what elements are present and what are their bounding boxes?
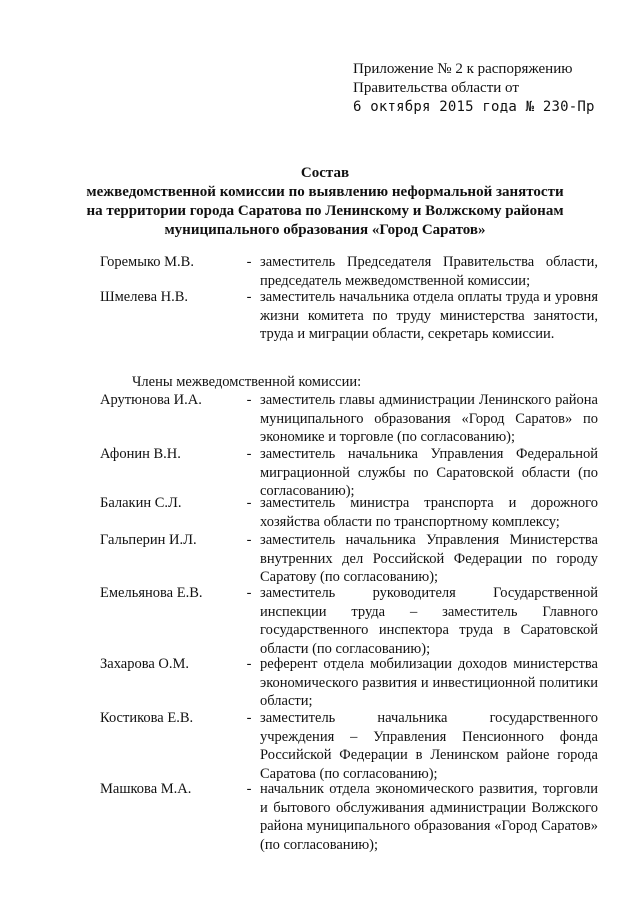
member-position: заместитель начальника отдела оплаты труда и уровня жизни комитета по труду министерства занятости, труда и миграции области, секретарь комиссии. [260, 289, 598, 343]
annex-date-stamp: 6 октября 2015 года № 230-Пр [353, 99, 595, 115]
member-name: Шмелева Н.В. [100, 289, 189, 305]
title-line-1: Состав [300, 165, 350, 181]
dash-separator: - [246, 289, 252, 305]
members-heading: Члены межведомственной комиссии: [132, 374, 362, 390]
dash-separator: - [246, 710, 252, 726]
dash-separator: - [246, 656, 252, 672]
member-name: Машкова М.А. [100, 781, 192, 797]
member-name: Костикова Е.В. [100, 710, 194, 726]
dash-separator: - [246, 585, 252, 601]
member-name: Афонин В.Н. [100, 446, 181, 462]
member-name: Горемыко М.В. [100, 254, 194, 270]
member-position: заместитель министра транспорта и дорожного хозяйства области по транспортному комплексу; [260, 495, 598, 530]
member-name: Емельянова Е.В. [100, 585, 203, 601]
annex-line-2: Правительства области от [353, 80, 519, 96]
member-position: референт отдела мобилизации доходов министерства экономического развития и инвестиционной политики области; [260, 656, 598, 710]
annex-line-1: Приложение № 2 к распоряжению [353, 61, 573, 77]
title-line-3: на территории города Саратова по Ленинскому и Волжскому районам [86, 203, 564, 219]
document-title [60, 164, 590, 240]
dash-separator: - [246, 781, 252, 797]
member-name: Захарова О.М. [100, 656, 190, 672]
dash-separator: - [246, 392, 252, 408]
member-position: заместитель руководителя Государственной инспекции труда – заместитель Главного государственного инспектора труда в Саратовской области (по согласованию); [260, 585, 598, 657]
member-name: Балакин С.Л. [100, 495, 182, 511]
member-position: заместитель начальника Управления Министерства внутренних дел Российской Федерации по городу Саратову (по согласованию); [260, 532, 598, 586]
dash-separator: - [246, 446, 252, 462]
member-position: заместитель начальника государственного учреждения – Управления Пенсионного фонда Российской Федерации в Ленинском районе города Саратова (по согласованию); [260, 710, 598, 782]
dash-separator: - [246, 495, 252, 511]
member-position: заместитель Председателя Правительства области, председатель межведомственной комиссии; [260, 254, 598, 289]
title-line-4: муниципального образования «Город Саратов» [164, 222, 486, 238]
member-name: Арутюнова И.А. [100, 392, 202, 408]
dash-separator: - [246, 532, 252, 548]
annex-header [353, 60, 613, 117]
title-line-2: межведомственной комиссии по выявлению неформальной занятости [86, 184, 564, 200]
member-position: заместитель главы администрации Ленинского района муниципального образования «Город Саратов» по экономике и торговле (по согласованию); [260, 392, 598, 446]
dash-separator: - [246, 254, 252, 270]
member-position: заместитель начальника Управления Федеральной миграционной службы по Саратовской области (по согласованию); [260, 446, 598, 500]
member-position: начальник отдела экономического развития, торговли и бытового обслуживания администрации Волжского района муниципального образования «Город Саратов» (по согласованию); [260, 781, 598, 853]
member-name: Гальперин И.Л. [100, 532, 197, 548]
